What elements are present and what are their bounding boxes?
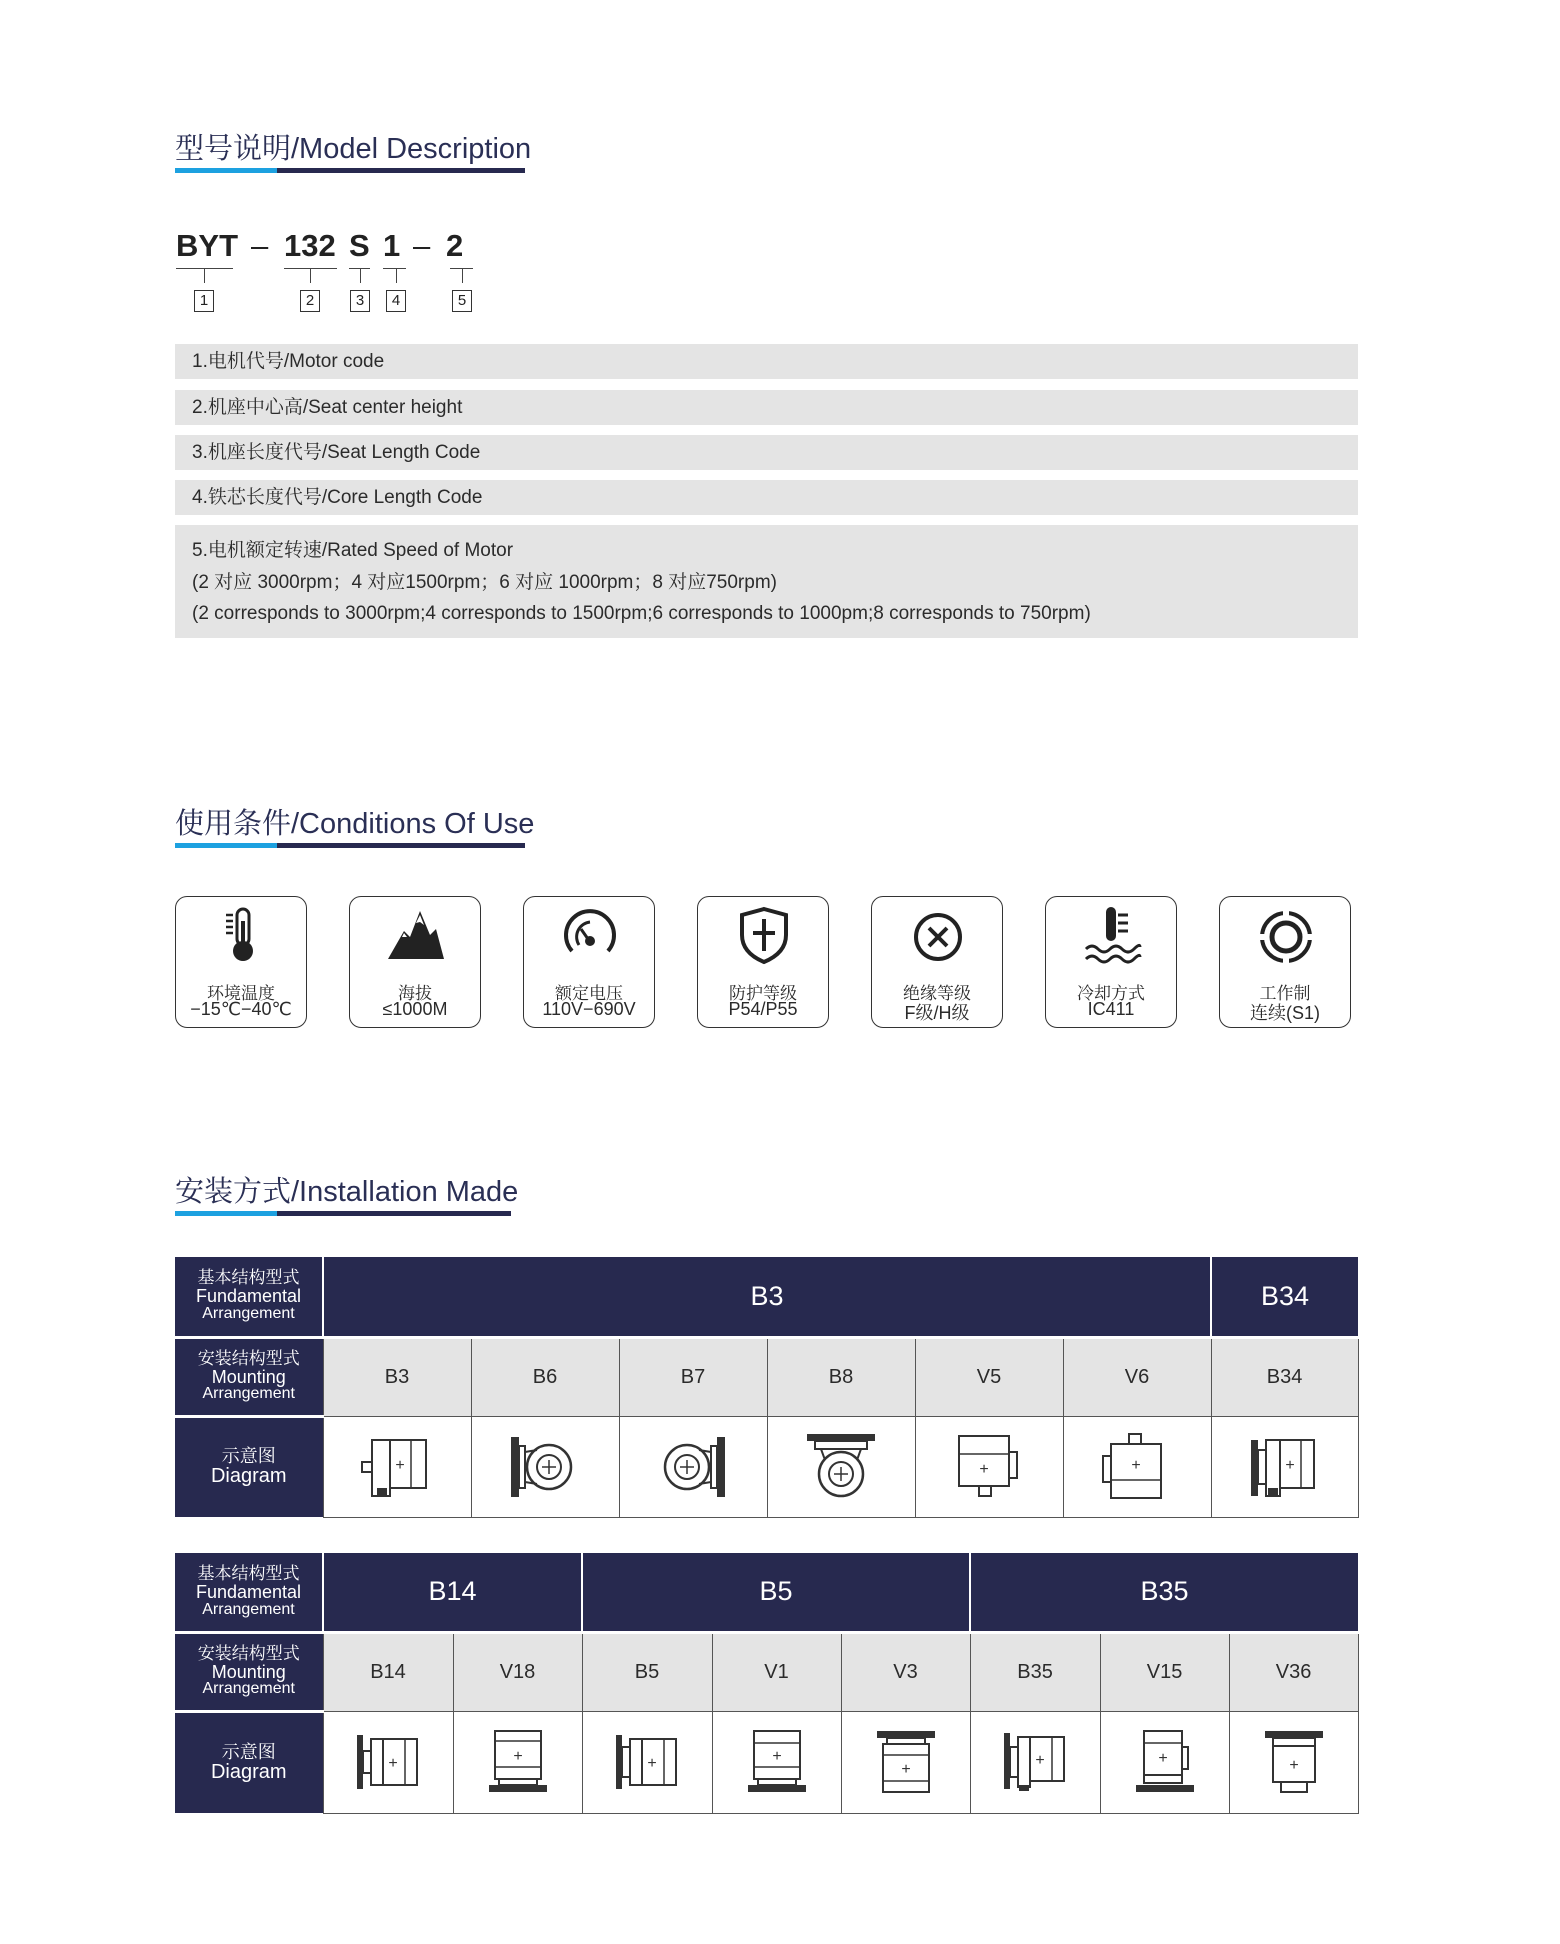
installation-table-2 (175, 1553, 1359, 1814)
motor-b35-diagram-icon (1000, 1727, 1070, 1797)
condition-label: 冷却方式 (1077, 984, 1145, 1003)
gauge-icon (560, 905, 620, 965)
mounting-cell: B5 (582, 1632, 712, 1711)
speed-line-1: 5.电机额定转速/Rated Speed of Motor (192, 540, 514, 561)
mounting-cell: V36 (1229, 1632, 1358, 1711)
diagram-cell (841, 1711, 970, 1813)
motor-b8-diagram-icon (803, 1432, 879, 1502)
svg-text:+: + (512, 1748, 523, 1765)
motor-v36-diagram-icon (1259, 1727, 1329, 1797)
condition-value: F级/H级 (904, 1003, 970, 1023)
conditions-title: 使用条件/Conditions Of Use (175, 808, 535, 840)
code-number-box: 3 (350, 290, 370, 312)
description-row: 4.铁芯长度代号/Core Length Code (175, 480, 1358, 515)
description-row: 3.机座长度代号/Seat Length Code (175, 435, 1358, 470)
condition-card-voltage (523, 896, 655, 1028)
condition-value: P54/P55 (728, 999, 798, 1019)
group-cell: B3 (323, 1257, 1211, 1337)
mounting-cell: B6 (471, 1337, 619, 1416)
diagram-cell (970, 1711, 1100, 1813)
diagram-cell (619, 1416, 767, 1517)
group-cell: B5 (582, 1553, 970, 1632)
svg-text:+: + (1284, 1456, 1295, 1474)
condition-card-insulation (871, 896, 1003, 1028)
mounting-cell: B7 (619, 1337, 767, 1416)
diagram-cell (323, 1711, 453, 1813)
svg-text:+: + (979, 1460, 989, 1478)
code-part-2: 2 (446, 228, 464, 263)
mounting-cell: B14 (323, 1632, 453, 1711)
thermometer-icon (212, 905, 272, 965)
diagram-cell (453, 1711, 582, 1813)
motor-b14-diagram-icon (353, 1727, 423, 1797)
diagram-cell (471, 1416, 619, 1517)
row-header-fundamental: 基本结构型式 Fundamental Arrangement (175, 1257, 323, 1337)
motor-b5-diagram-icon (612, 1727, 682, 1797)
svg-text:+: + (647, 1755, 657, 1772)
mounting-cell: V6 (1063, 1337, 1211, 1416)
mounting-cell: B8 (767, 1337, 915, 1416)
code-part-byt: BYT (176, 228, 238, 263)
motor-b3-diagram-icon (359, 1432, 435, 1502)
mounting-cell: V3 (841, 1632, 970, 1711)
condition-label: 绝缘等级 (903, 984, 971, 1003)
diagram-cell (767, 1416, 915, 1517)
svg-text:+: + (900, 1761, 911, 1778)
mounting-cell: B34 (1211, 1337, 1358, 1416)
description-row: 2.机座中心高/Seat center height (175, 390, 1358, 425)
motor-v3-diagram-icon (871, 1727, 941, 1797)
code-number-box: 2 (300, 290, 320, 312)
mountain-icon (386, 905, 446, 965)
mounting-cell: B3 (323, 1337, 471, 1416)
diagram-cell (323, 1416, 471, 1517)
row-header-fundamental: 基本结构型式 Fundamental Arrangement (175, 1553, 323, 1632)
row-header-diagram: 示意图 Diagram (175, 1711, 323, 1813)
condition-value: ≤1000M (382, 999, 448, 1019)
insulation-icon (908, 905, 968, 965)
diagram-cell (582, 1711, 712, 1813)
motor-v1-diagram-icon (742, 1727, 812, 1797)
speed-line-3: (2 corresponds to 3000rpm;4 corresponds to 1500rpm;6 corresponds to 1000pm;8 corresponds to 750rpm) (192, 603, 1091, 624)
condition-label: 防护等级 (729, 984, 797, 1003)
motor-v18-diagram-icon (483, 1727, 553, 1797)
diagram-cell (1229, 1711, 1358, 1813)
condition-label: 额定电压 (555, 984, 623, 1003)
code-dash: – (413, 228, 431, 263)
motor-b6-diagram-icon (507, 1432, 583, 1502)
code-part-s: S (349, 228, 370, 263)
motor-v5-diagram-icon (951, 1432, 1027, 1502)
svg-text:+: + (1157, 1750, 1168, 1767)
svg-text:+: + (1288, 1757, 1299, 1774)
title-underline (175, 168, 525, 173)
code-number-box: 5 (452, 290, 472, 312)
diagram-cell (1211, 1416, 1358, 1517)
code-number-box: 1 (194, 290, 214, 312)
installation-title: 安装方式/Installation Made (175, 1176, 519, 1208)
condition-card-protection (697, 896, 829, 1028)
motor-b34-diagram-icon (1247, 1432, 1323, 1502)
installation-table-1 (175, 1257, 1359, 1518)
svg-text:+: + (395, 1456, 405, 1474)
group-cell: B14 (323, 1553, 582, 1632)
group-cell: B35 (970, 1553, 1358, 1632)
code-part-132: 132 (284, 228, 336, 263)
description-row: 1.电机代号/Motor code (175, 344, 1358, 379)
code-part-1: 1 (383, 228, 401, 263)
title-underline (175, 843, 525, 848)
condition-card-altitude (349, 896, 481, 1028)
condition-label: 工作制 (1259, 984, 1311, 1003)
motor-v15-diagram-icon (1130, 1727, 1200, 1797)
row-header-mounting: 安装结构型式 Mounting Arrangement (175, 1632, 323, 1711)
svg-text:+: + (1035, 1752, 1045, 1769)
condition-card-cooling (1045, 896, 1177, 1028)
motor-v6-diagram-icon (1099, 1432, 1175, 1502)
title-underline (175, 1211, 511, 1216)
description-row-speed (175, 525, 1358, 638)
mounting-cell: B35 (970, 1632, 1100, 1711)
duty-cycle-icon (1256, 905, 1316, 965)
condition-value: 连续(S1) (1249, 1003, 1320, 1023)
diagram-cell (915, 1416, 1063, 1517)
code-dash: – (251, 228, 269, 263)
diagram-cell (1063, 1416, 1211, 1517)
coolant-icon (1082, 905, 1142, 965)
mounting-cell: V5 (915, 1337, 1063, 1416)
row-header-mounting: 安装结构型式 Mounting Arrangement (175, 1337, 323, 1416)
condition-value: IC411 (1087, 999, 1135, 1019)
svg-text:+: + (771, 1748, 782, 1765)
mounting-cell: V18 (453, 1632, 582, 1711)
mounting-cell: V15 (1100, 1632, 1229, 1711)
speed-line-2: (2 对应 3000rpm；4 对应1500rpm；6 对应 1000rpm；8 对应750rpm) (192, 571, 777, 593)
model-description-title: 型号说明/Model Description (175, 133, 532, 165)
condition-label: 环境温度 (207, 984, 275, 1003)
condition-card-temperature (175, 896, 307, 1028)
shield-icon (734, 905, 794, 965)
group-cell: B34 (1211, 1257, 1358, 1337)
diagram-cell (712, 1711, 841, 1813)
condition-label: 海拔 (398, 984, 432, 1003)
diagram-cell (1100, 1711, 1229, 1813)
condition-value: −15℃−40℃ (190, 999, 292, 1019)
motor-b7-diagram-icon (655, 1432, 731, 1502)
svg-text:+: + (1131, 1456, 1141, 1474)
condition-value: 110V−690V (542, 999, 636, 1019)
code-number-box: 4 (386, 290, 406, 312)
svg-text:+: + (388, 1755, 398, 1772)
condition-card-duty (1219, 896, 1351, 1028)
mounting-cell: V1 (712, 1632, 841, 1711)
row-header-diagram: 示意图 Diagram (175, 1416, 323, 1517)
